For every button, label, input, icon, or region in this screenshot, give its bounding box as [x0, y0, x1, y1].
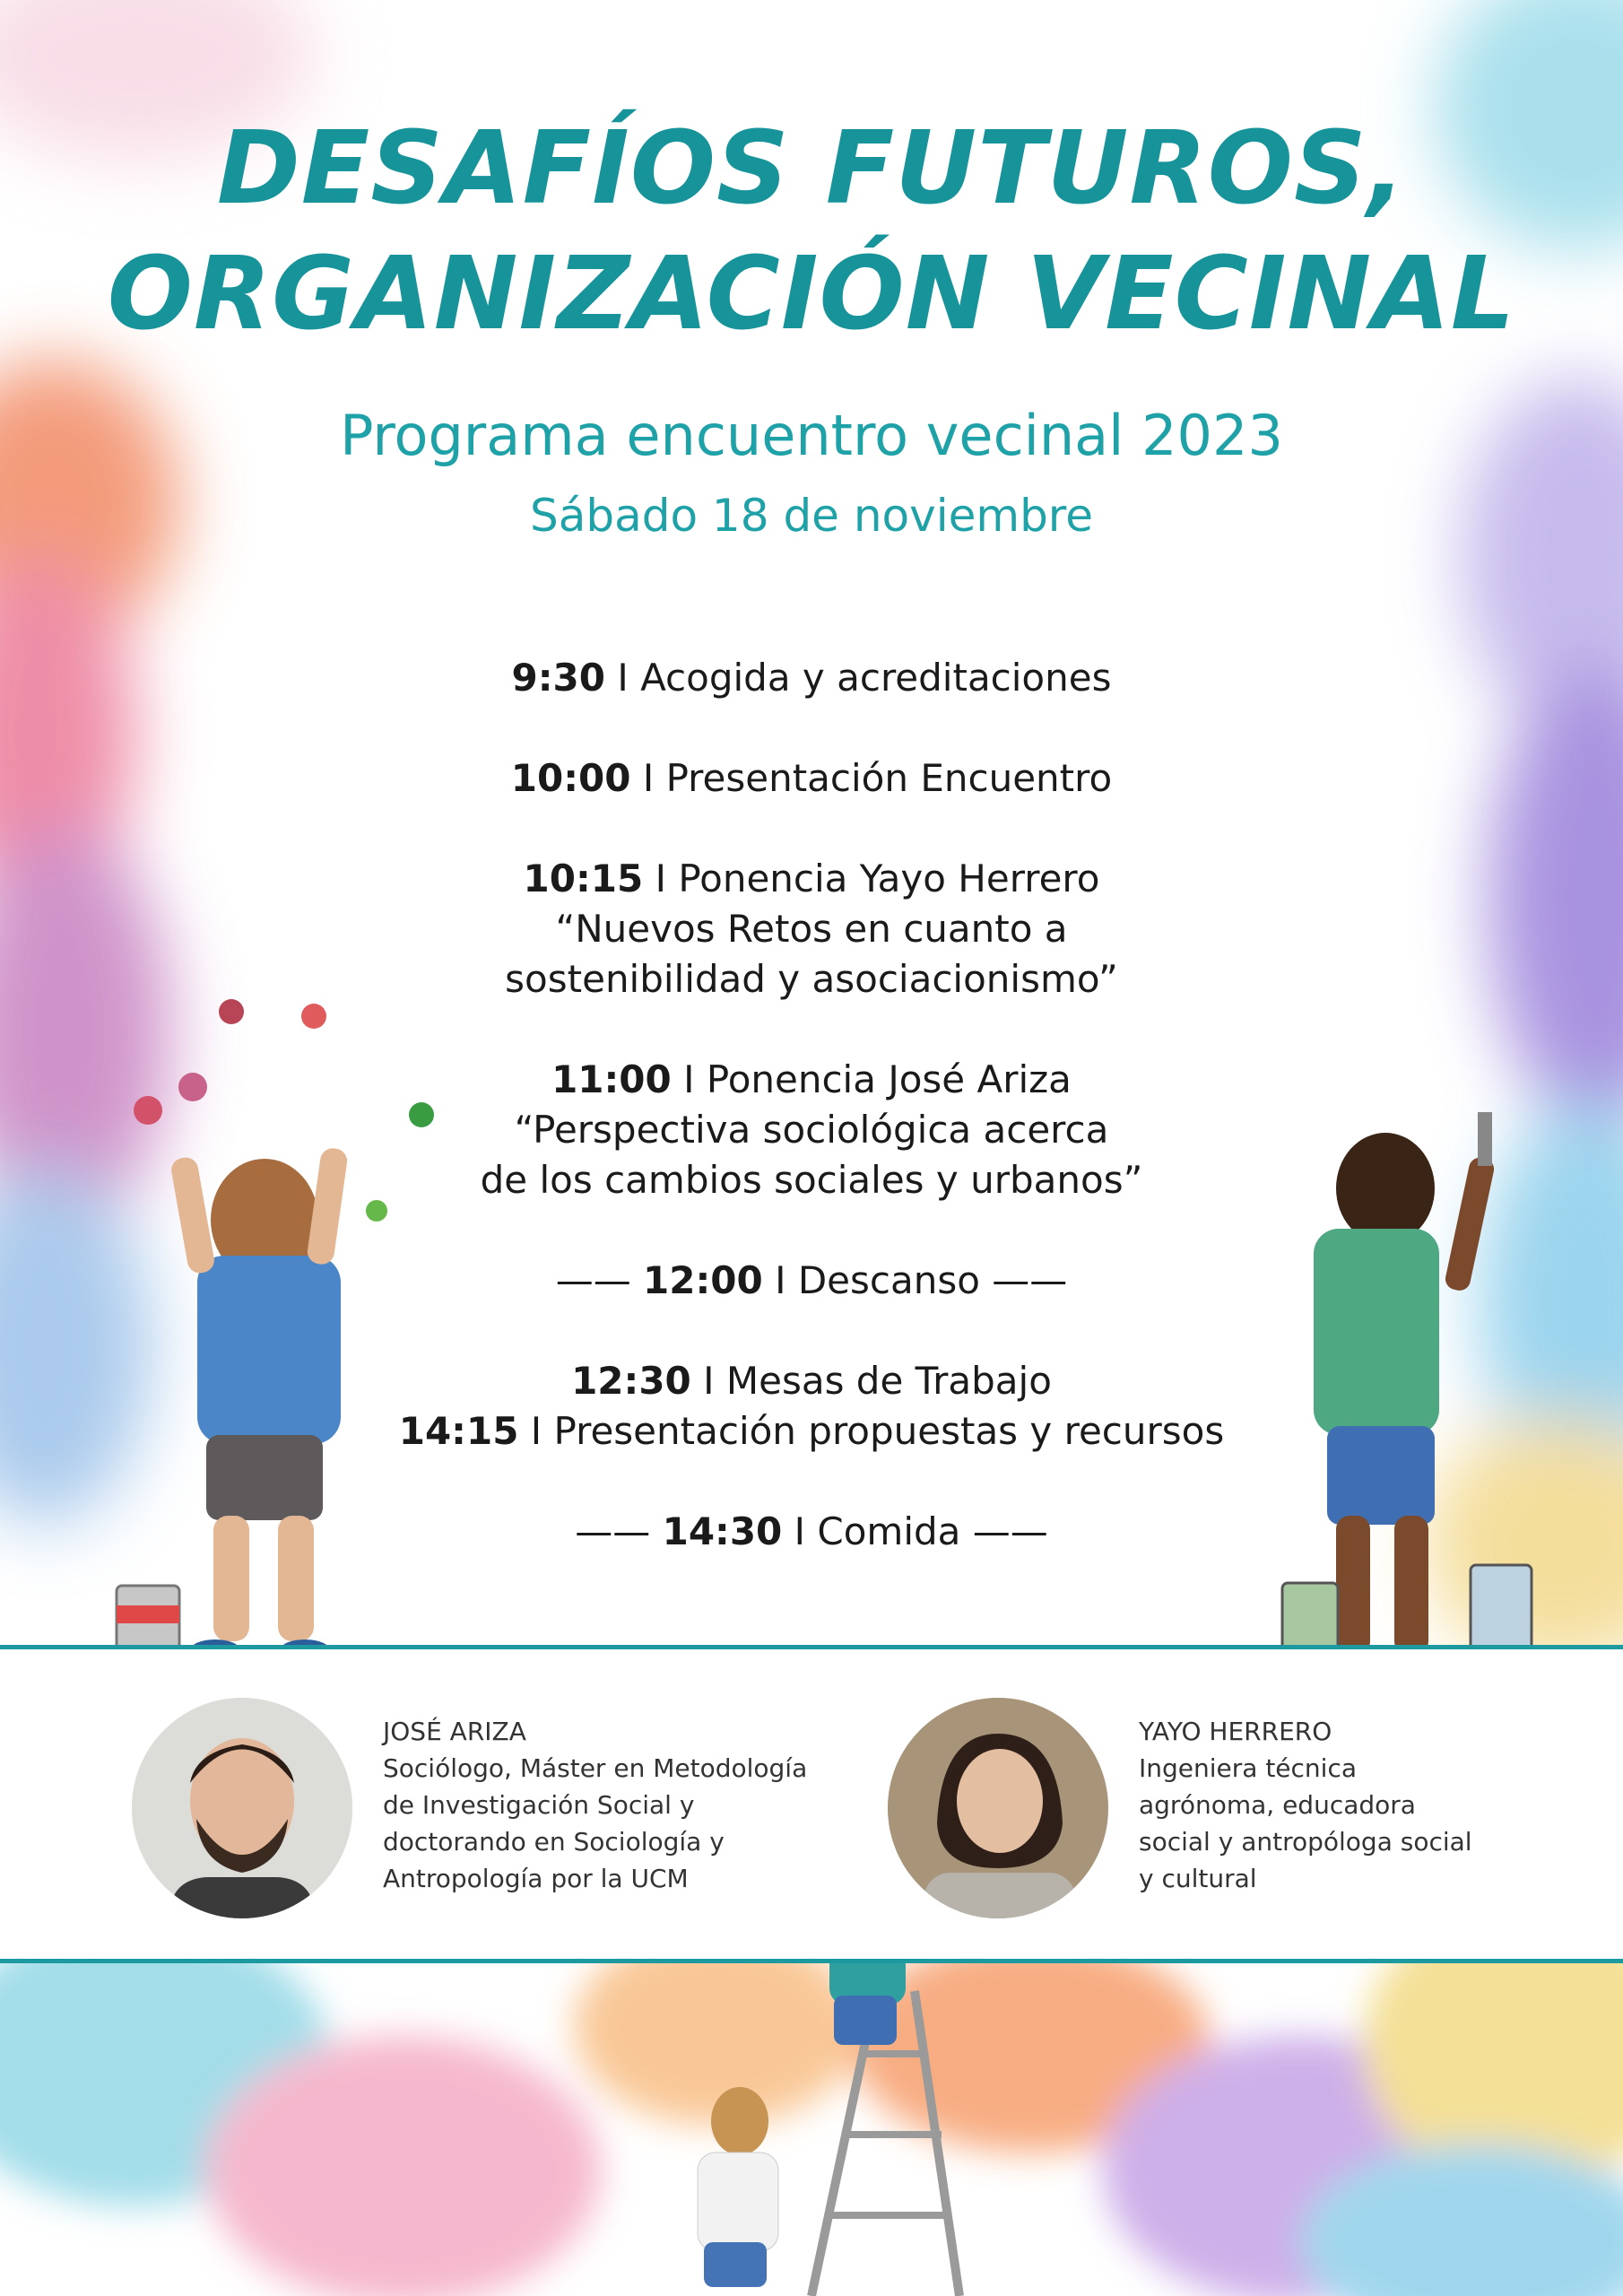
schedule-text: Ponencia Yayo Herrero — [678, 857, 1100, 900]
schedule-item: 10:00 I Presentación Encuentro — [510, 756, 1113, 800]
schedule-time: 10:15 — [523, 857, 644, 900]
speaker-bio-line: agrónoma, educadora — [1139, 1790, 1416, 1820]
title-line-1: DESAFÍOS FUTUROS, — [216, 110, 1407, 227]
schedule-text: Ponencia José Ariza — [706, 1057, 1072, 1101]
schedule-time: 14:15 — [398, 1409, 519, 1453]
schedule-text: Acogida y acreditaciones — [640, 656, 1112, 700]
schedule-text: Presentación propuestas y recursos — [553, 1409, 1225, 1453]
speaker-bio-line: de Investigación Social y — [383, 1790, 695, 1820]
avatar-icon — [888, 1698, 1108, 1918]
schedule-detail: de los cambios sociales y urbanos” — [480, 1158, 1143, 1202]
schedule-time: 14:30 — [662, 1509, 783, 1553]
title-line-2: ORGANIZACIÓN VECINAL — [107, 236, 1516, 352]
speaker-bio-line: doctorando en Sociología y — [383, 1827, 725, 1857]
schedule-item: 12:30 I Mesas de Trabajo — [571, 1359, 1052, 1403]
speaker-photo-yayo-herrero — [888, 1698, 1108, 1918]
schedule-item-break: —— 12:00 I Descanso —— — [555, 1258, 1068, 1302]
event-subtitle: Programa encuentro vecinal 2023 — [340, 403, 1283, 468]
schedule-text: Mesas de Trabajo — [725, 1359, 1052, 1403]
event-date: Sábado 18 de noviembre — [529, 490, 1094, 542]
speaker-name: YAYO HERRERO — [1139, 1717, 1332, 1746]
schedule-time: 9:30 — [511, 656, 605, 700]
schedule-item: 10:15 I Ponencia Yayo Herrero “Nuevos Retos en cuanto a sostenibilidad y asociacionismo” — [0, 854, 1623, 1004]
schedule-text: Descanso — [797, 1258, 980, 1302]
schedule-time: 11:00 — [551, 1057, 672, 1101]
schedule-time: 12:00 — [643, 1258, 763, 1302]
speaker-bio-line: Ingeniera técnica — [1139, 1753, 1358, 1783]
divider-top — [0, 1645, 1623, 1649]
avatar-icon — [132, 1698, 352, 1918]
speaker-bio-line: Antropología por la UCM — [383, 1864, 689, 1893]
speaker-bio-yayo-herrero — [1139, 1713, 1569, 1897]
schedule-item: 11:00 I Ponencia José Ariza “Perspectiva sociológica acerca de los cambios sociales y urbanos” — [0, 1055, 1623, 1205]
schedule-detail: sostenibilidad y asociacionismo” — [505, 957, 1118, 1001]
speaker-bio-line: Sociólogo, Máster en Metodología — [383, 1753, 808, 1783]
schedule-detail: “Perspectiva sociológica acerca — [514, 1108, 1109, 1152]
schedule-time: 12:30 — [571, 1359, 691, 1403]
speaker-name: JOSÉ ARIZA — [383, 1717, 526, 1746]
schedule-list — [0, 653, 1623, 1607]
schedule-text: Comida — [817, 1509, 961, 1553]
speaker-bio-line: social y antropóloga social — [1139, 1827, 1472, 1857]
schedule-item-lunch: —— 14:30 I Comida —— — [575, 1509, 1048, 1553]
schedule-item: 14:15 I Presentación propuestas y recursos — [398, 1409, 1225, 1453]
schedule-detail: “Nuevos Retos en cuanto a — [555, 907, 1068, 951]
schedule-time: 10:00 — [510, 756, 631, 800]
schedule-text: Presentación Encuentro — [665, 756, 1113, 800]
speaker-photo-jose-ariza — [132, 1698, 352, 1918]
speaker-bio-jose-ariza — [383, 1713, 885, 1897]
schedule-item: 9:30 I Acogida y acreditaciones — [511, 656, 1112, 700]
speaker-bio-line: y cultural — [1139, 1864, 1257, 1893]
divider-bottom — [0, 1959, 1623, 1963]
page-title — [0, 106, 1623, 357]
